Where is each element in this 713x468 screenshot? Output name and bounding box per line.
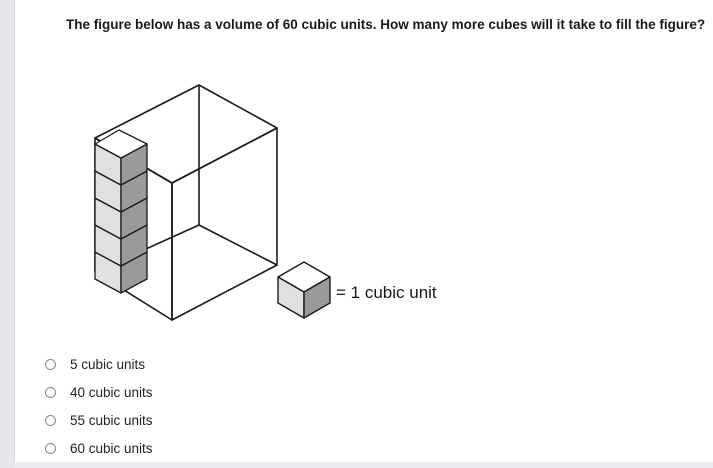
radio-button[interactable] [45,443,56,454]
answer-option[interactable] [42,350,153,378]
question-text: The figure below has a volume of 60 cubic units. How many more cubes will it take to fill the figure? [66,17,706,32]
answer-option[interactable] [42,406,153,434]
answer-options [42,350,153,462]
option-label: 55 cubic units [70,412,153,428]
option-label: 40 cubic units [70,384,153,400]
bottom-edge [14,462,713,468]
answer-option[interactable] [42,378,153,406]
option-label: 5 cubic units [70,356,146,372]
radio-button[interactable] [45,359,56,370]
radio-button[interactable] [45,415,56,426]
answer-option[interactable] [42,434,153,462]
radio-button[interactable] [45,387,56,398]
unit-cube-icon [278,262,330,318]
unit-legend-text: = 1 cubic unit [336,283,437,302]
cube-stack [95,130,147,293]
option-label: 60 cubic units [70,440,153,456]
